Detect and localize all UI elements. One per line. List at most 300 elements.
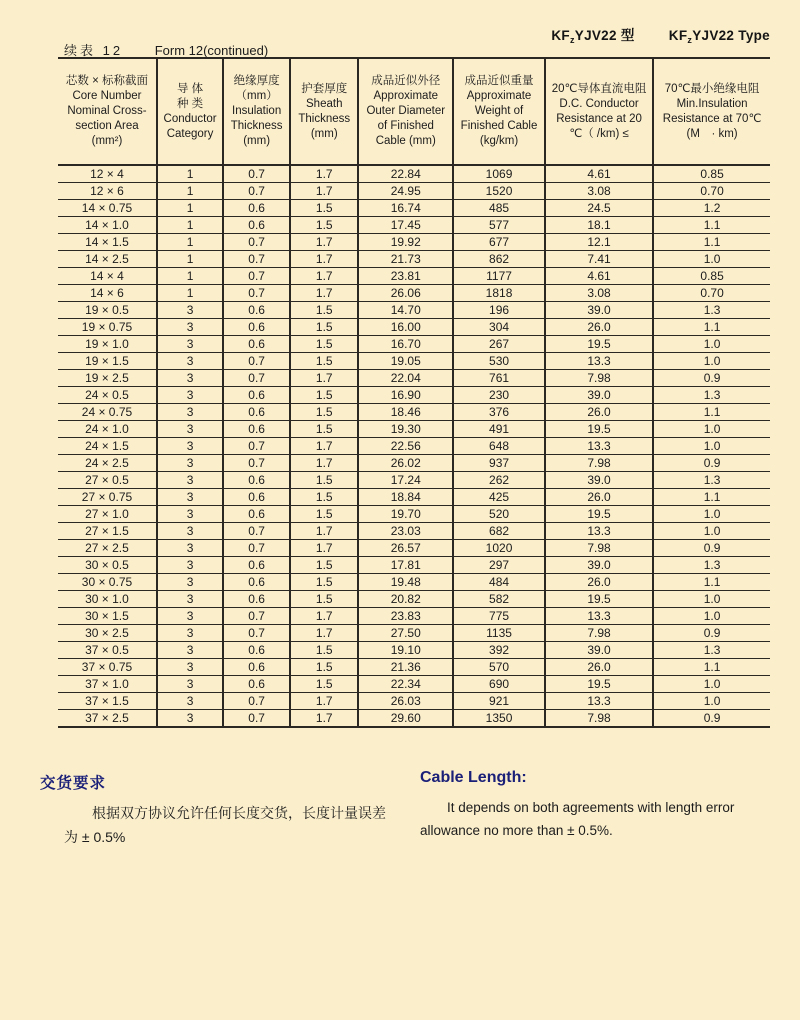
table-cell: 1.7 [290,268,358,285]
table-cell: 24 × 1.5 [85,439,129,453]
table-row [58,234,770,251]
table-cell: 1.7 [290,438,358,455]
table-cell: 0.9 [653,625,770,642]
table-cell: 0.7 [223,285,290,302]
table-cell: 14 × 1.5 [85,235,129,249]
table-row [58,506,770,523]
table-cell: 1 [157,285,223,302]
table-cell: 1.1 [653,574,770,591]
table-cell: 19 × 2.5 [85,371,129,385]
table-cell: 0.6 [223,574,290,591]
table-cell: 1.0 [653,676,770,693]
table-cell: 3 [157,455,223,472]
table-cell: 17.81 [358,557,453,574]
table-row [58,625,770,642]
table-cell: 1.3 [653,472,770,489]
table-cell: 1.7 [290,251,358,268]
table-cell: 3 [157,625,223,642]
table-cell: 1.7 [290,710,358,728]
model-name-en: $KF_zYJV22$ Type [668,28,770,45]
table-caption-en: Form 12(continued) [154,43,269,58]
table-cell: 1 [157,183,223,200]
table-cell: 1.0 [653,438,770,455]
table-cell: 19.48 [358,574,453,591]
table-cell: 0.9 [653,540,770,557]
table-cell: 39.0 [545,557,653,574]
table-row [58,438,770,455]
table-cell: 3 [157,404,223,421]
column-header-insulation: 绝缘厚度 （mm） Insulation Thickness (mm) [223,58,290,165]
table-cell: 1.0 [653,421,770,438]
table-caption-cn: 续表 12 [64,43,124,58]
table-cell: 16.00 [358,319,453,336]
table-cell: 19 × 0.5 [85,303,129,317]
table-cell: 3 [157,676,223,693]
table-cell: 1.5 [290,642,358,659]
table-row [58,540,770,557]
table-cell: 7.98 [545,540,653,557]
table-cell: 18.1 [545,217,653,234]
table-cell: 3 [157,659,223,676]
table-cell: 577 [453,217,545,234]
table-cell: 0.6 [223,336,290,353]
table-cell: 0.85 [653,268,770,285]
table-cell: 0.6 [223,472,290,489]
table-cell: 0.6 [223,659,290,676]
table-cell: 3 [157,353,223,370]
table-cell: 1.1 [653,217,770,234]
table-row [58,608,770,625]
table-cell: 3 [157,370,223,387]
table-row [58,523,770,540]
table-cell: 0.6 [223,676,290,693]
table-cell: 21.73 [358,251,453,268]
table-cell: 1.7 [290,625,358,642]
table-cell: 39.0 [545,642,653,659]
table-cell: 0.7 [223,693,290,710]
table-cell: 26.02 [358,455,453,472]
table-cell: 16.74 [358,200,453,217]
table-cell: 17.45 [358,217,453,234]
table-cell: 19.5 [545,336,653,353]
table-cell: 19 × 1.0 [85,337,129,351]
column-header-dc-resistance: 20℃导体直流电阻 D.C. Conductor Resistance at 20 ℃（ /km) ≤ [545,58,653,165]
table-cell: 677 [453,234,545,251]
table-cell: 0.7 [223,183,290,200]
table-cell: 0.9 [653,455,770,472]
table-cell: 19.5 [545,591,653,608]
table-cell: 7.98 [545,455,653,472]
table-cell: 425 [453,489,545,506]
table-row [58,268,770,285]
table-cell: 1.1 [653,489,770,506]
table-cell: 7.41 [545,251,653,268]
table-cell: 0.7 [223,540,290,557]
cable-length-text: It depends on both agreements with length error allowance no more than ± 0.5%. [420,800,735,838]
table-cell: 1.5 [290,319,358,336]
table-cell: 1 [157,251,223,268]
table-cell: 27 × 1.5 [85,524,129,538]
table-cell: 37 × 0.5 [85,643,129,657]
table-cell: 937 [453,455,545,472]
column-header-min-insulation: 70℃最小绝缘电阻 Min.Insulation Resistance at 70℃ (M · km) [653,58,770,165]
table-cell: 26.0 [545,659,653,676]
table-cell: 24 × 1.0 [85,422,129,436]
table-row [58,676,770,693]
table-cell: 0.6 [223,506,290,523]
table-cell: 19.05 [358,353,453,370]
table-cell: 1 [157,200,223,217]
table-body [58,165,770,727]
delivery-requirement-text: 根据双方协议允许任何长度交货，长度计量误差为 ± 0.5% [64,805,386,845]
table-cell: 1.7 [290,608,358,625]
table-cell: 0.7 [223,608,290,625]
table-cell: 1.5 [290,574,358,591]
table-cell: 3 [157,710,223,728]
table-cell: 1.5 [290,676,358,693]
table-cell: 19.70 [358,506,453,523]
table-cell: 7.98 [545,370,653,387]
model-name-cn: $KF_zYJV22$ 型 [551,28,635,45]
table-cell: 3 [157,421,223,438]
table-row [58,183,770,200]
table-cell: 1.0 [653,251,770,268]
table-row [58,387,770,404]
table-cell: 1.7 [290,523,358,540]
delivery-requirement-section [40,771,392,849]
table-cell: 3 [157,591,223,608]
table-cell: 1.5 [290,591,358,608]
table-cell: 1350 [453,710,545,728]
table-cell: 39.0 [545,472,653,489]
table-cell: 0.7 [223,438,290,455]
table-cell: 1.0 [653,523,770,540]
table-row [58,200,770,217]
cable-spec-table-container [58,57,770,728]
cable-length-heading: Cable Length: [420,769,527,786]
table-cell: 26.06 [358,285,453,302]
table-cell: 3 [157,336,223,353]
table-cell: 14 × 2.5 [85,252,129,266]
table-cell: 570 [453,659,545,676]
table-cell: 0.85 [653,165,770,183]
table-cell: 1.5 [290,217,358,234]
table-cell: 1.0 [653,608,770,625]
table-cell: 3 [157,438,223,455]
table-cell: 0.7 [223,370,290,387]
table-cell: 1.3 [653,642,770,659]
table-row [58,455,770,472]
table-cell: 1.0 [653,506,770,523]
delivery-requirement-heading: 交货要求 [40,775,107,792]
table-cell: 862 [453,251,545,268]
table-cell: 27 × 0.5 [85,473,129,487]
table-cell: 27 × 2.5 [85,541,129,555]
table-cell: 19 × 1.5 [85,354,129,368]
table-cell: 37 × 1.0 [85,677,129,691]
table-cell: 19 × 0.75 [81,320,133,334]
column-header-sheath: 护套厚度 Sheath Thickness (mm) [290,58,358,165]
table-cell: 0.9 [653,370,770,387]
column-header-conductor: 导 体 种 类 Conductor Category [157,58,223,165]
table-cell: 24 × 0.75 [81,405,133,419]
table-row [58,370,770,387]
table-cell: 27 × 1.0 [85,507,129,521]
table-cell: 19.10 [358,642,453,659]
table-cell: 0.9 [653,710,770,728]
table-cell: 26.0 [545,404,653,421]
table-cell: 0.70 [653,285,770,302]
table-cell: 0.70 [653,183,770,200]
table-cell: 0.7 [223,710,290,728]
table-cell: 196 [453,302,545,319]
table-cell: 485 [453,200,545,217]
table-cell: 23.83 [358,608,453,625]
table-cell: 30 × 1.5 [85,609,129,623]
table-cell: 13.3 [545,608,653,625]
table-cell: 26.0 [545,574,653,591]
table-cell: 0.7 [223,268,290,285]
column-header-weight: 成品近似重量 Approximate Weight of Finished Cable (kg/km) [453,58,545,165]
table-cell: 1 [157,165,223,183]
table-cell: 18.84 [358,489,453,506]
table-cell: 12.1 [545,234,653,251]
table-cell: 30 × 1.0 [85,592,129,606]
table-cell: 520 [453,506,545,523]
table-cell: 921 [453,693,545,710]
table-cell: 1.7 [290,455,358,472]
table-cell: 1.5 [290,336,358,353]
table-cell: 1.1 [653,319,770,336]
table-cell: 230 [453,387,545,404]
table-cell: 30 × 0.75 [81,575,133,589]
table-cell: 3 [157,574,223,591]
table-cell: 7.98 [545,710,653,728]
table-cell: 37 × 1.5 [85,694,129,708]
table-cell: 1.3 [653,302,770,319]
table-row [58,642,770,659]
table-cell: 0.7 [223,251,290,268]
table-cell: 26.57 [358,540,453,557]
table-cell: 0.6 [223,404,290,421]
table-cell: 0.6 [223,217,290,234]
table-cell: 1069 [453,165,545,183]
table-cell: 13.3 [545,523,653,540]
table-cell: 1.7 [290,693,358,710]
table-cell: 26.0 [545,319,653,336]
table-cell: 3 [157,642,223,659]
table-cell: 1.1 [653,659,770,676]
table-cell: 484 [453,574,545,591]
table-cell: 1.2 [653,200,770,217]
column-header-outer-diameter: 成品近似外径 Approximate Outer Diameter of Finished Cable (mm) [358,58,453,165]
table-cell: 19.5 [545,506,653,523]
table-cell: 13.3 [545,438,653,455]
table-cell: 4.61 [545,165,653,183]
table-cell: 37 × 2.5 [85,711,129,725]
table-cell: 26.03 [358,693,453,710]
table-cell: 0.7 [223,234,290,251]
table-row [58,659,770,676]
table-cell: 3 [157,506,223,523]
table-cell: 3 [157,387,223,404]
table-cell: 12 × 6 [90,184,124,198]
table-cell: 22.84 [358,165,453,183]
table-cell: 1.7 [290,370,358,387]
table-cell: 1 [157,217,223,234]
table-cell: 0.6 [223,642,290,659]
table-cell: 13.3 [545,693,653,710]
table-cell: 1.7 [290,234,358,251]
table-cell: 3 [157,693,223,710]
table-cell: 19.92 [358,234,453,251]
table-cell: 1.0 [653,336,770,353]
table-cell: 3 [157,319,223,336]
table-cell: 24 × 0.5 [85,388,129,402]
column-header-core-area: 芯数 × 标称截面 Core Number Nominal Cross- section Area (mm²) [65,75,149,147]
table-cell: 37 × 0.75 [81,660,133,674]
table-cell: 0.7 [223,353,290,370]
table-cell: 7.98 [545,625,653,642]
table-cell: 17.24 [358,472,453,489]
table-cell: 19.5 [545,421,653,438]
table-cell: 0.7 [223,455,290,472]
table-cell: 1177 [453,268,545,285]
table-cell: 1.3 [653,557,770,574]
table-row [58,574,770,591]
table-cell: 297 [453,557,545,574]
table-cell: 30 × 2.5 [85,626,129,640]
table-cell: 0.6 [223,557,290,574]
table-row [58,319,770,336]
table-cell: 1.1 [653,404,770,421]
table-cell: 1.5 [290,472,358,489]
table-cell: 682 [453,523,545,540]
table-cell: 39.0 [545,387,653,404]
table-cell: 24 × 2.5 [85,456,129,470]
table-cell: 1.5 [290,387,358,404]
table-cell: 1.3 [653,387,770,404]
table-cell: 1.0 [653,591,770,608]
table-cell: 21.36 [358,659,453,676]
table-cell: 582 [453,591,545,608]
table-cell: 1.5 [290,200,358,217]
table-cell: 3 [157,540,223,557]
table-cell: 0.7 [223,523,290,540]
table-header-row [58,58,770,165]
table-cell: 0.7 [223,625,290,642]
table-cell: 1.5 [290,353,358,370]
table-cell: 14 × 1.0 [85,218,129,232]
table-cell: 0.6 [223,387,290,404]
table-cell: 0.6 [223,421,290,438]
table-cell: 1.0 [653,693,770,710]
table-cell: 26.0 [545,489,653,506]
table-cell: 24.5 [545,200,653,217]
table-cell: 19.5 [545,676,653,693]
table-cell: 267 [453,336,545,353]
table-cell: 3.08 [545,183,653,200]
table-cell: 775 [453,608,545,625]
table-cell: 22.04 [358,370,453,387]
table-cell: 27.50 [358,625,453,642]
table-cell: 1.7 [290,285,358,302]
table-cell: 0.6 [223,591,290,608]
table-cell: 0.6 [223,200,290,217]
table-cell: 14 × 4 [90,269,124,283]
table-cell: 1.5 [290,421,358,438]
table-row [58,489,770,506]
table-cell: 20.82 [358,591,453,608]
table-cell: 19.30 [358,421,453,438]
table-cell: 16.70 [358,336,453,353]
table-row [58,472,770,489]
table-cell: 3 [157,302,223,319]
table-cell: 530 [453,353,545,370]
table-row [58,251,770,268]
table-cell: 14 × 0.75 [81,201,133,215]
table-cell: 1135 [453,625,545,642]
table-row [58,285,770,302]
table-cell: 3.08 [545,285,653,302]
table-row [58,217,770,234]
table-cell: 1.5 [290,557,358,574]
table-cell: 761 [453,370,545,387]
table-cell: 39.0 [545,302,653,319]
table-cell: 27 × 0.75 [81,490,133,504]
table-cell: 30 × 0.5 [85,558,129,572]
table-cell: 3 [157,557,223,574]
table-cell: 1.1 [653,234,770,251]
table-cell: 0.6 [223,302,290,319]
table-cell: 16.90 [358,387,453,404]
page-title [551,24,770,45]
table-cell: 1.7 [290,540,358,557]
table-cell: 376 [453,404,545,421]
table-cell: 1 [157,268,223,285]
table-cell: 22.56 [358,438,453,455]
table-cell: 3 [157,472,223,489]
table-cell: 13.3 [545,353,653,370]
table-cell: 4.61 [545,268,653,285]
table-cell: 1.5 [290,659,358,676]
table-row [58,336,770,353]
table-cell: 3 [157,523,223,540]
table-cell: 1.7 [290,183,358,200]
table-cell: 1020 [453,540,545,557]
table-cell: 1818 [453,285,545,302]
table-cell: 0.7 [223,165,290,183]
table-cell: 690 [453,676,545,693]
table-cell: 0.6 [223,489,290,506]
table-cell: 22.34 [358,676,453,693]
table-cell: 262 [453,472,545,489]
table-row [58,404,770,421]
table-cell: 14 × 6 [90,286,124,300]
table-cell: 304 [453,319,545,336]
table-row [58,165,770,183]
table-cell: 491 [453,421,545,438]
table-cell: 648 [453,438,545,455]
table-cell: 18.46 [358,404,453,421]
table-row [58,557,770,574]
cable-length-section [420,769,772,842]
table-cell: 29.60 [358,710,453,728]
table-cell: 1.5 [290,506,358,523]
table-cell: 1.5 [290,489,358,506]
table-cell: 12 × 4 [90,167,124,181]
table-cell: 14.70 [358,302,453,319]
